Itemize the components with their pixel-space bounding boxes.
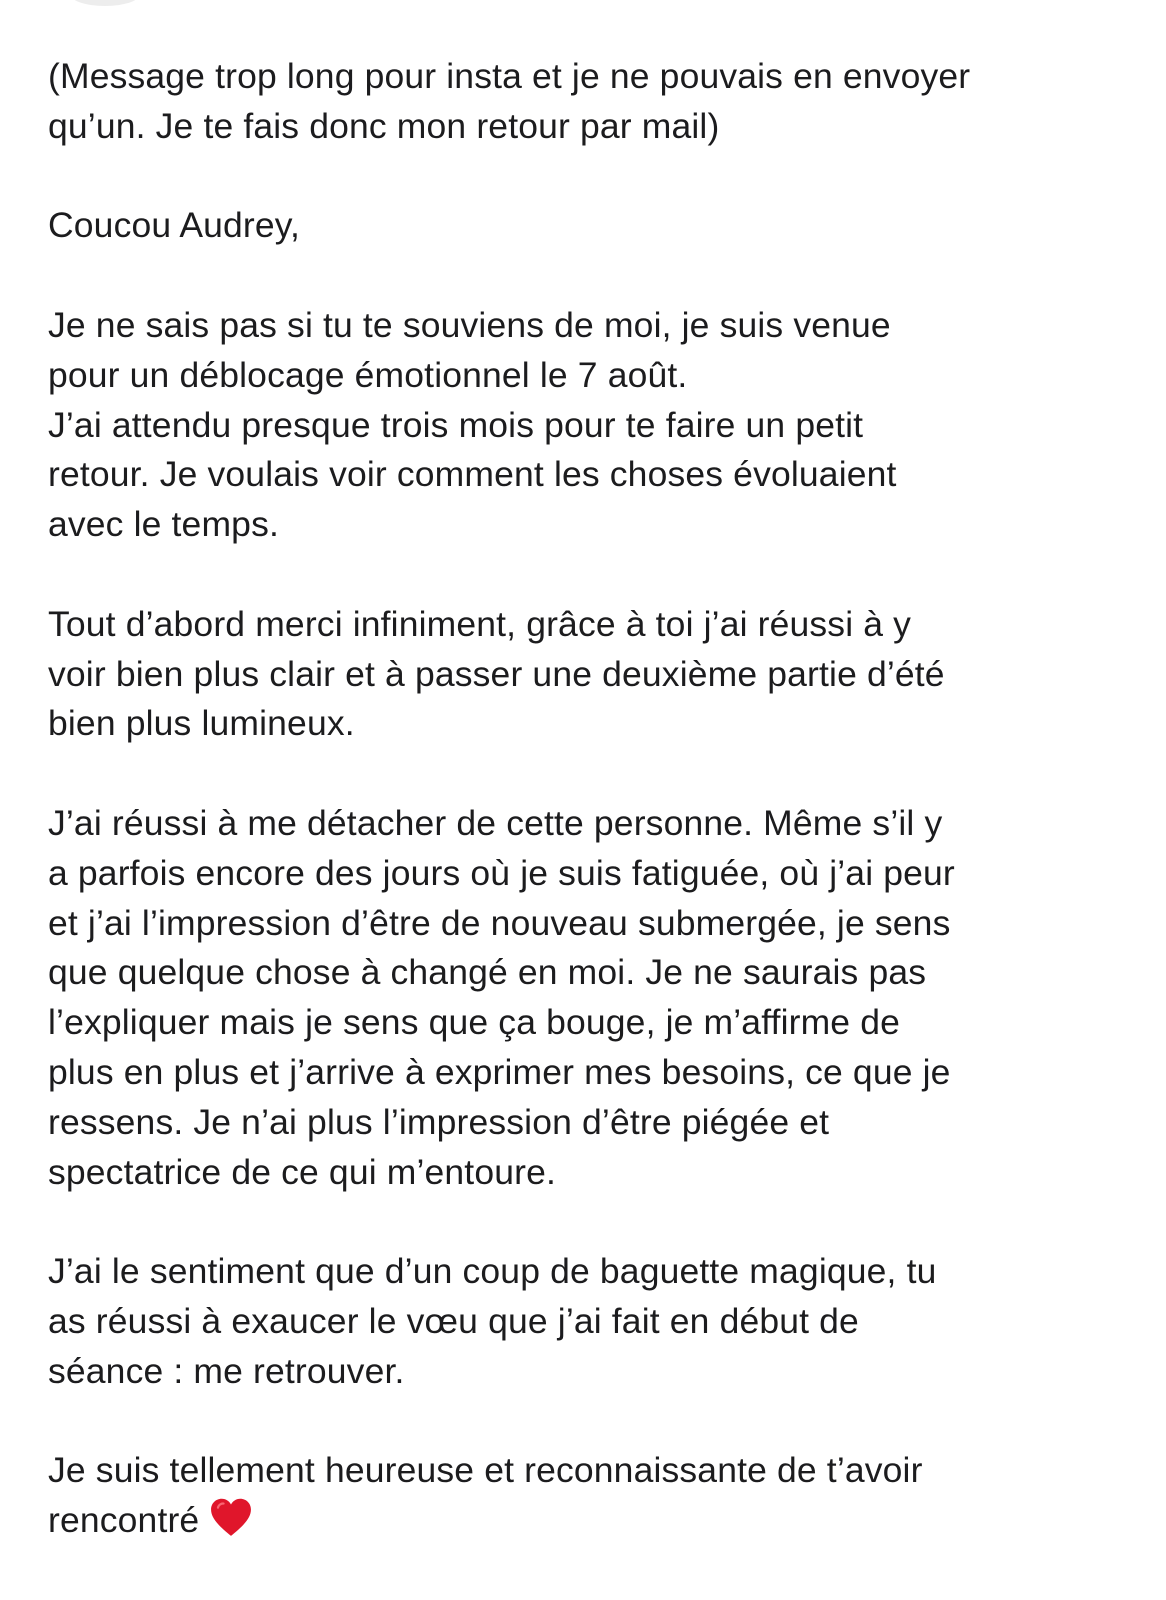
message-line: J’ai attendu presque trois mois pour te faire un petit: [48, 404, 864, 445]
message-body: [48, 52, 1138, 1546]
paragraph-spacer: [48, 749, 1138, 799]
message-line: avec le temps.: [48, 504, 279, 545]
message-line: ressens. Je n’ai plus l’impression d’être piégée et: [48, 1101, 830, 1142]
message-line: (Message trop long pour insta et je ne pouvais en envoyer: [48, 56, 971, 96]
message-line: Coucou Audrey,: [48, 205, 301, 246]
message-line: Je ne sais pas si tu te souviens de moi, je suis venue: [48, 304, 891, 345]
message-line: séance : me retrouver.: [48, 1350, 405, 1391]
paragraph-progress: [48, 799, 1138, 1197]
avatar-edge: [70, 0, 140, 6]
message-line-text: rencontré: [48, 1500, 200, 1541]
message-line: spectatrice de ce qui m’entoure.: [48, 1151, 556, 1192]
message-line: Tout d’abord merci infiniment, grâce à toi j’ai réussi à y: [48, 603, 912, 644]
paragraph-spacer: [48, 251, 1138, 301]
paragraph-closing: [48, 1446, 1138, 1546]
message-line: l’expliquer mais je sens que ça bouge, je m’affirme de: [48, 1002, 901, 1043]
message-line: que quelque chose à changé en moi. Je ne saurais pas: [48, 952, 927, 993]
paragraph-context: [48, 301, 1138, 550]
paragraph-spacer: [48, 1397, 1138, 1447]
paragraph-spacer: [48, 1197, 1138, 1247]
message-line: as réussi à exaucer le vœu que j’ai fait en début de: [48, 1300, 859, 1341]
paragraph-greeting: [48, 201, 1138, 251]
message-line-last: [48, 1496, 1138, 1546]
message-line: a parfois encore des jours où je suis fatiguée, où j’ai peur: [48, 852, 955, 893]
paragraph-magic: [48, 1247, 1138, 1396]
message-line: qu’un. Je te fais donc mon retour par mail): [48, 105, 720, 146]
message-line: et j’ai l’impression d’être de nouveau submergée, je sens: [48, 902, 951, 943]
message-line: pour un déblocage émotionnel le 7 août.: [48, 354, 688, 395]
message-line: voir bien plus clair et à passer une deuxième partie d’été: [48, 653, 945, 694]
message-line: bien plus lumineux.: [48, 703, 355, 744]
paragraph-thanks: [48, 600, 1138, 749]
paragraph-spacer: [48, 152, 1138, 202]
paragraph-spacer: [48, 550, 1138, 600]
red-heart-icon: [209, 1496, 253, 1540]
message-line: retour. Je voulais voir comment les choses évoluaient: [48, 454, 897, 495]
paragraph-intro: [48, 52, 1138, 152]
message-line: J’ai le sentiment que d’un coup de baguette magique, tu: [48, 1251, 937, 1292]
message-line: Je suis tellement heureuse et reconnaissante de t’avoir: [48, 1450, 923, 1491]
message-line: J’ai réussi à me détacher de cette personne. Même s’il y: [48, 802, 943, 843]
message-line: plus en plus et j’arrive à exprimer mes besoins, ce que je: [48, 1051, 951, 1092]
